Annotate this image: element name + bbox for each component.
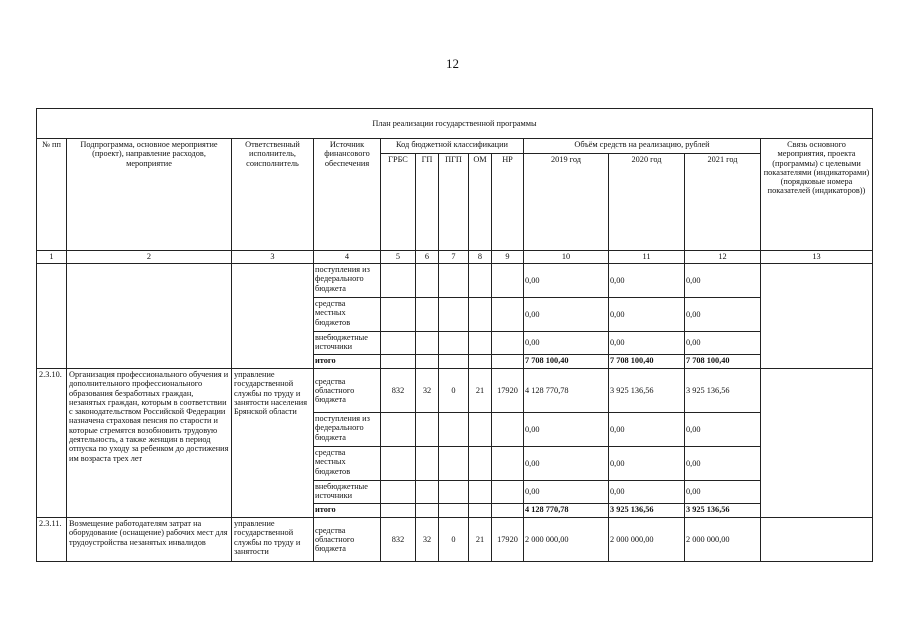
header-link: Связь основного мероприятия, проекта (программы) с целевыми показателями (индикаторами) (порядковые номера показателей (индикаторов)): [761, 139, 873, 251]
item-executor: управление государственной службы по труду и занятости: [232, 518, 314, 562]
col-number: 10: [524, 251, 609, 264]
header-np: НР: [492, 154, 524, 251]
total-2020: 3 925 136,56: [609, 504, 685, 518]
code-gp: 32: [416, 518, 439, 562]
col-number: 11: [609, 251, 685, 264]
code-np: 17920: [492, 518, 524, 562]
table-row: [37, 264, 873, 298]
header-gp: ГП: [416, 154, 439, 251]
code-pgp: 0: [439, 518, 469, 562]
amount-2020: 0,00: [609, 264, 685, 298]
code-grbs: 832: [381, 518, 416, 562]
col-number: 3: [232, 251, 314, 264]
header-2021: 2021 год: [685, 154, 761, 251]
col-number: 2: [67, 251, 232, 264]
header-executor: Ответственный исполнитель, соисполнитель: [232, 139, 314, 251]
col-number: 9: [492, 251, 524, 264]
amount-2020: 2 000 000,00: [609, 518, 685, 562]
header-2020: 2020 год: [609, 154, 685, 251]
header-grbs: ГРБС: [381, 154, 416, 251]
header-subprogram: Подпрограмма, основное мероприятие (проект), направление расходов, мероприятие: [67, 139, 232, 251]
col-number: 1: [37, 251, 67, 264]
source-cell: внебюджетные источники: [314, 481, 381, 504]
header-volume: Объём средств на реализацию, рублей: [524, 139, 761, 154]
implementation-plan-table: [36, 108, 873, 562]
amount-2019: 0,00: [524, 298, 609, 332]
total-2021: 7 708 100,40: [685, 355, 761, 369]
source-cell: средства местных бюджетов: [314, 298, 381, 332]
source-total: итого: [314, 504, 381, 518]
item-number: 2.3.10.: [37, 369, 67, 518]
source-cell: поступления из федерального бюджета: [314, 264, 381, 298]
code-np: 17920: [492, 369, 524, 413]
code-grbs: 832: [381, 369, 416, 413]
amount-2019: 2 000 000,00: [524, 518, 609, 562]
col-number: 7: [439, 251, 469, 264]
amount-2019: 0,00: [524, 264, 609, 298]
col-number: 13: [761, 251, 873, 264]
source-cell: внебюджетные источники: [314, 332, 381, 355]
table-row: [37, 518, 873, 562]
amount-2021: 3 925 136,56: [685, 369, 761, 413]
col-number: 8: [469, 251, 492, 264]
amount-2021: 0,00: [685, 447, 761, 481]
item-executor: управление государственной службы по труду и занятости населения Брянской области: [232, 369, 314, 518]
amount-2019: 0,00: [524, 413, 609, 447]
header-source: Источник финансового обеспечения: [314, 139, 381, 251]
amount-2020: 0,00: [609, 481, 685, 504]
amount-2021: 0,00: [685, 332, 761, 355]
amount-2019: 0,00: [524, 481, 609, 504]
item-name: Возмещение работодателям затрат на оборудование (оснащение) рабочих мест для трудоустройства незанятых инвалидов: [67, 518, 232, 562]
amount-2020: 3 925 136,56: [609, 369, 685, 413]
header-om: ОМ: [469, 154, 492, 251]
table-row: [37, 369, 873, 413]
source-total: итого: [314, 355, 381, 369]
item-name: Организация профессионального обучения и дополнительного профессионального образования безработных граждан, незанятых граждан, которым в соответствии с законодательством Российской Федерации назначена страховая пенсия по старости и которые стремятся возобновить трудовую деятельность, а также женщин в период отпуска по уходу за ребенком до достижения им возраста трех лет: [67, 369, 232, 518]
total-2021: 3 925 136,56: [685, 504, 761, 518]
code-om: 21: [469, 518, 492, 562]
amount-2020: 0,00: [609, 413, 685, 447]
amount-2021: 2 000 000,00: [685, 518, 761, 562]
item-number: 2.3.11.: [37, 518, 67, 562]
header-pgp: ПГП: [439, 154, 469, 251]
col-number: 4: [314, 251, 381, 264]
total-2019: 7 708 100,40: [524, 355, 609, 369]
amount-2021: 0,00: [685, 264, 761, 298]
source-cell: средства местных бюджетов: [314, 447, 381, 481]
code-om: 21: [469, 369, 492, 413]
amount-2021: 0,00: [685, 298, 761, 332]
source-cell: поступления из федерального бюджета: [314, 413, 381, 447]
page-number: 12: [446, 56, 459, 71]
total-2020: 7 708 100,40: [609, 355, 685, 369]
col-number: 5: [381, 251, 416, 264]
code-pgp: 0: [439, 369, 469, 413]
header-num: № пп: [37, 139, 67, 251]
amount-2020: 0,00: [609, 298, 685, 332]
amount-2021: 0,00: [685, 413, 761, 447]
header-budget-code: Код бюджетной классификации: [381, 139, 524, 154]
amount-2019: 0,00: [524, 332, 609, 355]
col-number: 6: [416, 251, 439, 264]
code-gp: 32: [416, 369, 439, 413]
amount-2019: 0,00: [524, 447, 609, 481]
amount-2021: 0,00: [685, 481, 761, 504]
amount-2019: 4 128 770,78: [524, 369, 609, 413]
table-title: План реализации государственной программы: [37, 109, 873, 139]
amount-2020: 0,00: [609, 447, 685, 481]
total-2019: 4 128 770,78: [524, 504, 609, 518]
source-cell: средства областного бюджета: [314, 369, 381, 413]
amount-2020: 0,00: [609, 332, 685, 355]
source-cell: средства областного бюджета: [314, 518, 381, 562]
header-2019: 2019 год: [524, 154, 609, 251]
col-number: 12: [685, 251, 761, 264]
